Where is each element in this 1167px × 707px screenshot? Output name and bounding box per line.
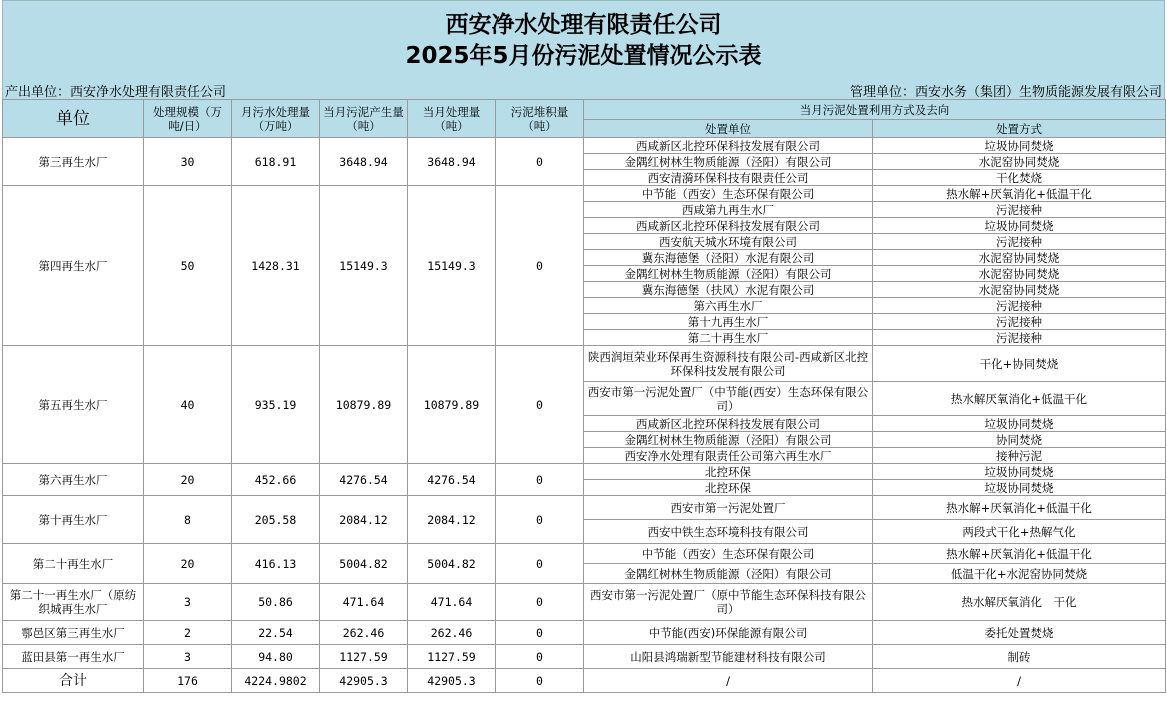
disposal-method: 水泥窑协同焚烧: [873, 282, 1166, 298]
disposal-sheet: [2, 0, 1165, 693]
plant-stock: 0: [496, 621, 584, 645]
manager-label: 管理单位：西安水务（集团）生物质能源发展有限公司: [849, 84, 1162, 100]
plant-name: 第二十再生水厂: [3, 544, 144, 584]
disposal-unit: 西安清漪环保科技有限责任公司: [584, 170, 873, 186]
plant-scale: 2: [144, 621, 232, 645]
plant-stock: 0: [496, 138, 584, 186]
plant-water: 452.66: [232, 464, 320, 496]
disposal-method: 污泥接种: [873, 202, 1166, 218]
total-treated: 42905.3: [408, 669, 496, 693]
disposal-unit: 第十九再生水厂: [584, 314, 873, 330]
disposal-method: 垃圾协同焚烧: [873, 138, 1166, 154]
total-method: /: [873, 669, 1166, 693]
plant-scale: 3: [144, 645, 232, 669]
header-stockpile: 污泥堆积量（吨）: [496, 100, 584, 138]
plant-stock: 0: [496, 346, 584, 464]
plant-treated: 10879.89: [408, 346, 496, 464]
plant-name: 第三再生水厂: [3, 138, 144, 186]
header-disposal-group: 当月污泥处置利用方式及去向: [584, 100, 1166, 120]
producer-label: 产出单位：西安净水处理有限责任公司: [5, 84, 227, 100]
plant-scale: 3: [144, 584, 232, 621]
disposal-method: 接种污泥: [873, 448, 1166, 464]
disposal-unit: 第六再生水厂: [584, 298, 873, 314]
disposal-unit: 西安市第一污泥处置厂（中节能(西安）生态环保有限公司）: [584, 382, 873, 416]
total-produced: 42905.3: [320, 669, 408, 693]
disposal-unit: 西安航天城水环境有限公司: [584, 234, 873, 250]
plant-treated: 15149.3: [408, 186, 496, 346]
total-row: [3, 669, 1166, 693]
table-row: [3, 584, 1166, 621]
disposal-method: 污泥接种: [873, 234, 1166, 250]
disposal-method: 委托处置焚烧: [873, 621, 1166, 645]
total-label: 合计: [3, 669, 144, 693]
disposal-unit: 山阳县鸿瑞新型节能建材科技有限公司: [584, 645, 873, 669]
table-row: [3, 496, 1166, 520]
disposal-method: 污泥接种: [873, 298, 1166, 314]
plant-treated: 5004.82: [408, 544, 496, 584]
plant-scale: 20: [144, 464, 232, 496]
disposal-unit: 金隅红树林生物质能源（泾阳）有限公司: [584, 154, 873, 170]
plant-water: 618.91: [232, 138, 320, 186]
plant-produced: 1127.59: [320, 645, 408, 669]
plant-water: 94.80: [232, 645, 320, 669]
plant-name: 蓝田县第一再生水厂: [3, 645, 144, 669]
disposal-method: 水泥窑协同焚烧: [873, 154, 1166, 170]
disposal-table: [2, 99, 1166, 693]
disposal-unit: 北控环保: [584, 480, 873, 496]
plant-name: 第六再生水厂: [3, 464, 144, 496]
table-row: [3, 186, 1166, 202]
plant-stock: 0: [496, 496, 584, 544]
disposal-unit: 西咸新区北控环保科技发展有限公司: [584, 138, 873, 154]
plant-produced: 5004.82: [320, 544, 408, 584]
plant-treated: 262.46: [408, 621, 496, 645]
disposal-unit: 西安中铁生态环境科技有限公司: [584, 520, 873, 544]
plant-stock: 0: [496, 464, 584, 496]
disposal-unit: 西咸新区北控环保科技发展有限公司: [584, 218, 873, 234]
plant-treated: 471.64: [408, 584, 496, 621]
disposal-unit: 金隅红树林生物质能源（泾阳）有限公司: [584, 432, 873, 448]
disposal-unit: 西安净水处理有限责任公司第六再生水厂: [584, 448, 873, 464]
disposal-unit: 陕西润垣荣业环保再生资源科技有限公司-西咸新区北控环保科技发展有限公司: [584, 346, 873, 382]
disposal-unit: 西安市第一污泥处置厂: [584, 496, 873, 520]
disposal-unit: 冀东海德堡（扶风）水泥有限公司: [584, 282, 873, 298]
meta-row: [2, 81, 1165, 99]
total-stock: 0: [496, 669, 584, 693]
disposal-method: 热水解+厌氧消化+低温干化: [873, 186, 1166, 202]
plant-produced: 10879.89: [320, 346, 408, 464]
disposal-method: 水泥窑协同焚烧: [873, 266, 1166, 282]
plant-name: 第十再生水厂: [3, 496, 144, 544]
disposal-method: 垃圾协同焚烧: [873, 464, 1166, 480]
disposal-unit: 西安市第一污泥处置厂（原中节能生态环保科技有限公司）: [584, 584, 873, 621]
disposal-unit: 第二十再生水厂: [584, 330, 873, 346]
plant-produced: 4276.54: [320, 464, 408, 496]
table-row: [3, 645, 1166, 669]
plant-treated: 4276.54: [408, 464, 496, 496]
disposal-method: 热水解厌氧消化+低温干化: [873, 382, 1166, 416]
plant-water: 1428.31: [232, 186, 320, 346]
disposal-method: 两段式干化+热解气化: [873, 520, 1166, 544]
header-scale: 处理规模（万吨/日）: [144, 100, 232, 138]
plant-scale: 50: [144, 186, 232, 346]
disposal-unit: 中节能(西安)环保能源有限公司: [584, 621, 873, 645]
plant-stock: 0: [496, 645, 584, 669]
disposal-unit: 中节能（西安）生态环保有限公司: [584, 544, 873, 564]
table-row: [3, 544, 1166, 564]
plant-stock: 0: [496, 186, 584, 346]
disposal-unit: 中节能（西安）生态环保有限公司: [584, 186, 873, 202]
plant-water: 50.86: [232, 584, 320, 621]
plant-produced: 471.64: [320, 584, 408, 621]
table-body: [3, 138, 1166, 693]
company-title: 西安净水处理有限责任公司: [445, 12, 722, 38]
disposal-method: 垃圾协同焚烧: [873, 218, 1166, 234]
plant-water: 935.19: [232, 346, 320, 464]
disposal-method: 热水解+厌氧消化+低温干化: [873, 496, 1166, 520]
table-row: [3, 138, 1166, 154]
plant-treated: 3648.94: [408, 138, 496, 186]
plant-treated: 1127.59: [408, 645, 496, 669]
disposal-method: 协同焚烧: [873, 432, 1166, 448]
table-row: [3, 346, 1166, 382]
plant-water: 205.58: [232, 496, 320, 544]
disposal-method: 污泥接种: [873, 314, 1166, 330]
disposal-unit: 西咸新区北控环保科技发展有限公司: [584, 416, 873, 432]
header-sludge-treated: 当月处理量（吨）: [408, 100, 496, 138]
plant-name: 第二十一再生水厂（原纺织城再生水厂: [3, 584, 144, 621]
plant-name: 第五再生水厂: [3, 346, 144, 464]
disposal-method: 污泥接种: [873, 330, 1166, 346]
header-water: 月污水处理量（万吨）: [232, 100, 320, 138]
plant-scale: 40: [144, 346, 232, 464]
plant-scale: 20: [144, 544, 232, 584]
header-disposal-method: 处置方式: [873, 120, 1166, 138]
plant-water: 416.13: [232, 544, 320, 584]
disposal-method: 干化焚烧: [873, 170, 1166, 186]
title-block: [2, 0, 1165, 81]
disposal-method: 热水解+厌氧消化+低温干化: [873, 544, 1166, 564]
header-sludge-produced: 当月污泥产生量（吨）: [320, 100, 408, 138]
disposal-unit: 金隅红树林生物质能源（泾阳）有限公司: [584, 266, 873, 282]
table-row: [3, 464, 1166, 480]
disposal-method: 水泥窑协同焚烧: [873, 250, 1166, 266]
plant-produced: 2084.12: [320, 496, 408, 544]
disposal-method: 垃圾协同焚烧: [873, 480, 1166, 496]
plant-produced: 15149.3: [320, 186, 408, 346]
disposal-unit: 金隅红树林生物质能源（泾阳）有限公司: [584, 564, 873, 584]
report-title: 2025年5月份污泥处置情况公示表: [405, 43, 762, 69]
plant-name: 第四再生水厂: [3, 186, 144, 346]
disposal-unit: 西咸第九再生水厂: [584, 202, 873, 218]
plant-stock: 0: [496, 544, 584, 584]
header-unit: 单位: [3, 100, 144, 138]
plant-produced: 3648.94: [320, 138, 408, 186]
plant-scale: 30: [144, 138, 232, 186]
disposal-unit: 北控环保: [584, 464, 873, 480]
disposal-method: 垃圾协同焚烧: [873, 416, 1166, 432]
plant-stock: 0: [496, 584, 584, 621]
disposal-method: 低温干化+水泥窑协同焚烧: [873, 564, 1166, 584]
disposal-method: 制砖: [873, 645, 1166, 669]
plant-produced: 262.46: [320, 621, 408, 645]
disposal-method: 热水解厌氧消化 干化: [873, 584, 1166, 621]
total-unit: /: [584, 669, 873, 693]
plant-treated: 2084.12: [408, 496, 496, 544]
disposal-unit: 冀东海德堡（泾阳）水泥有限公司: [584, 250, 873, 266]
plant-water: 22.54: [232, 621, 320, 645]
total-scale: 176: [144, 669, 232, 693]
table-row: [3, 621, 1166, 645]
total-water: 4224.9802: [232, 669, 320, 693]
plant-name: 鄠邑区第三再生水厂: [3, 621, 144, 645]
disposal-method: 干化+协同焚烧: [873, 346, 1166, 382]
plant-scale: 8: [144, 496, 232, 544]
header-disposal-unit: 处置单位: [584, 120, 873, 138]
